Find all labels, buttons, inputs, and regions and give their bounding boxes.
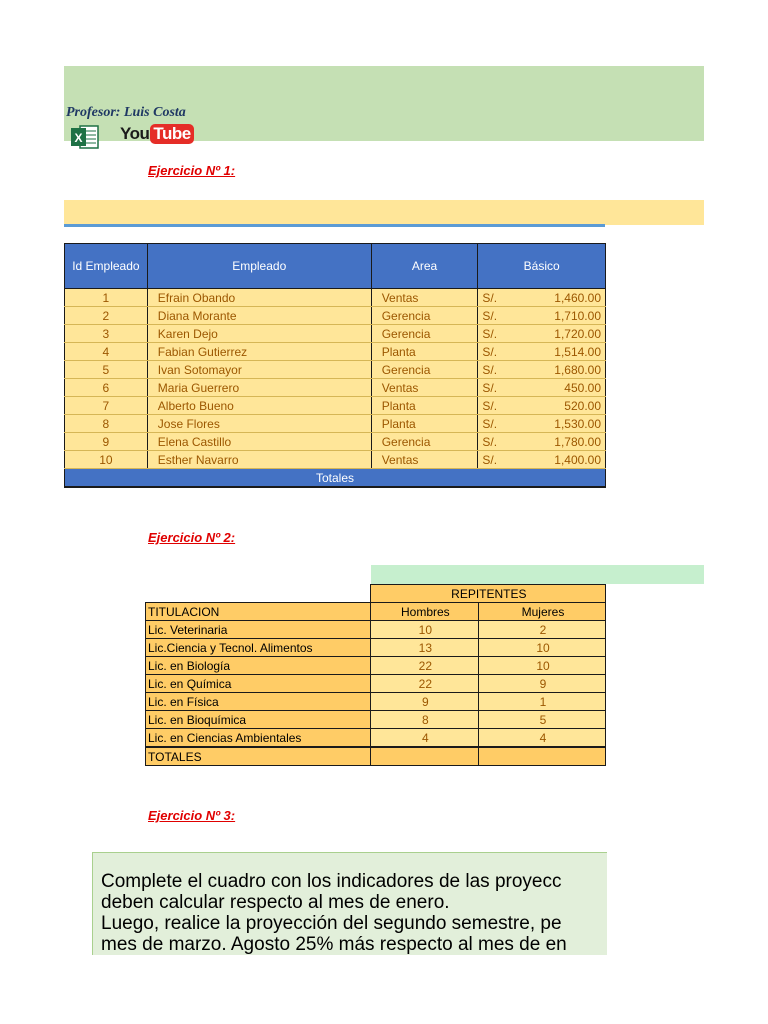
cell-employee: Efrain Obando xyxy=(147,289,371,307)
cell-id: 2 xyxy=(65,307,148,325)
cell-area: Planta xyxy=(371,343,478,361)
table-row xyxy=(65,433,606,451)
cell-id: 4 xyxy=(65,343,148,361)
exercise-3-text xyxy=(101,871,607,955)
table-row xyxy=(146,639,606,657)
cell-employee: Jose Flores xyxy=(147,415,371,433)
currency-symbol: S/. xyxy=(482,290,498,305)
cell-basic xyxy=(478,433,606,451)
cell-titulacion: Lic. Veterinaria xyxy=(146,621,371,639)
cell-mujeres: 2 xyxy=(478,621,605,639)
cell-titulacion: Lic. en Bioquímica xyxy=(146,711,371,729)
cell-employee: Karen Dejo xyxy=(147,325,371,343)
group-header: REPITENTES xyxy=(370,585,605,603)
exercise-3-box xyxy=(92,852,607,955)
cell-id: 9 xyxy=(65,433,148,451)
cell-employee: Fabian Gutierrez xyxy=(147,343,371,361)
cell-hombres: 22 xyxy=(370,675,478,693)
cell-id: 5 xyxy=(65,361,148,379)
exercise-3-line: Luego, realice la proyección del segundo semestre, pe xyxy=(101,913,562,934)
cell-titulacion: Lic.Ciencia y Tecnol. Alimentos xyxy=(146,639,371,657)
cell-area: Gerencia xyxy=(371,433,478,451)
blank-cell xyxy=(146,585,371,603)
excel-icon xyxy=(70,124,100,150)
currency-symbol: S/. xyxy=(482,398,498,413)
col-id: Id Empleado xyxy=(65,244,148,289)
cell-mujeres: 10 xyxy=(478,639,605,657)
currency-symbol: S/. xyxy=(482,434,498,449)
table-row xyxy=(146,675,606,693)
currency-symbol: S/. xyxy=(482,326,498,341)
excel-icon-letter: X xyxy=(74,131,83,145)
exercise-3-title: Ejercicio Nº 3: xyxy=(148,808,236,823)
currency-symbol: S/. xyxy=(482,362,498,377)
cell-titulacion: Lic. en Biología xyxy=(146,657,371,675)
table-row xyxy=(65,307,606,325)
total-mujeres xyxy=(478,747,605,766)
cell-mujeres: 9 xyxy=(478,675,605,693)
exercise-3-line: deben calcular respecto al mes de enero. xyxy=(101,892,450,913)
basic-value: 1,460.00 xyxy=(554,290,601,305)
cell-basic xyxy=(478,343,606,361)
table-row xyxy=(146,657,606,675)
basic-value: 1,514.00 xyxy=(554,344,601,359)
yellow-band xyxy=(64,200,704,225)
exercise-2-title: Ejercicio Nº 2: xyxy=(148,530,236,545)
cell-id: 7 xyxy=(65,397,148,415)
youtube-you: You xyxy=(120,124,150,143)
cell-basic xyxy=(478,397,606,415)
cell-employee: Ivan Sotomayor xyxy=(147,361,371,379)
currency-symbol: S/. xyxy=(482,380,498,395)
basic-value: 1,680.00 xyxy=(554,362,601,377)
basic-value: 1,530.00 xyxy=(554,416,601,431)
col-hombres: Hombres xyxy=(370,603,478,621)
exercise-1-title: Ejercicio Nº 1: xyxy=(148,163,236,178)
cell-basic xyxy=(478,415,606,433)
blue-divider xyxy=(64,224,605,227)
table-row xyxy=(146,621,606,639)
cell-area: Gerencia xyxy=(371,361,478,379)
table-row xyxy=(146,693,606,711)
table-row xyxy=(65,289,606,307)
cell-basic xyxy=(478,325,606,343)
basic-value: 1,720.00 xyxy=(554,326,601,341)
cell-employee: Elena Castillo xyxy=(147,433,371,451)
cell-hombres: 4 xyxy=(370,729,478,748)
cell-basic xyxy=(478,451,606,469)
cell-hombres: 8 xyxy=(370,711,478,729)
table-row xyxy=(65,415,606,433)
professor-name: Profesor: Luis Costa xyxy=(66,105,186,120)
exercise-3-line: mes de marzo. Agosto 25% más respecto al mes de en xyxy=(101,934,567,955)
repitentes-table xyxy=(145,584,606,766)
table-row xyxy=(65,343,606,361)
cell-area: Ventas xyxy=(371,289,478,307)
basic-value: 1,710.00 xyxy=(554,308,601,323)
table-row xyxy=(146,729,606,748)
cell-employee: Maria Guerrero xyxy=(147,379,371,397)
employee-table xyxy=(64,243,606,488)
cell-id: 10 xyxy=(65,451,148,469)
cell-hombres: 22 xyxy=(370,657,478,675)
basic-value: 1,780.00 xyxy=(554,434,601,449)
cell-area: Planta xyxy=(371,415,478,433)
currency-symbol: S/. xyxy=(482,452,498,467)
cell-mujeres: 4 xyxy=(478,729,605,748)
totals-row xyxy=(146,747,606,766)
totals-label: Totales xyxy=(65,469,606,488)
cell-basic xyxy=(478,361,606,379)
cell-hombres: 9 xyxy=(370,693,478,711)
cell-basic xyxy=(478,379,606,397)
cell-area: Gerencia xyxy=(371,325,478,343)
cell-titulacion: Lic. en Ciencias Ambientales xyxy=(146,729,371,748)
cell-area: Ventas xyxy=(371,379,478,397)
cell-area: Gerencia xyxy=(371,307,478,325)
col-empleado: Empleado xyxy=(147,244,371,289)
total-hombres xyxy=(370,747,478,766)
currency-symbol: S/. xyxy=(482,308,498,323)
col-titulacion: TITULACION xyxy=(146,603,371,621)
cell-hombres: 13 xyxy=(370,639,478,657)
basic-value: 520.00 xyxy=(564,398,601,413)
cell-employee: Esther Navarro xyxy=(147,451,371,469)
cell-id: 3 xyxy=(65,325,148,343)
table-row xyxy=(65,451,606,469)
youtube-tube: Tube xyxy=(150,124,193,144)
cell-employee: Diana Morante xyxy=(147,307,371,325)
currency-symbol: S/. xyxy=(482,416,498,431)
basic-value: 450.00 xyxy=(564,380,601,395)
cell-titulacion: Lic. en Química xyxy=(146,675,371,693)
cell-mujeres: 10 xyxy=(478,657,605,675)
col-basico: Básico xyxy=(478,244,606,289)
cell-id: 6 xyxy=(65,379,148,397)
cell-titulacion: Lic. en Física xyxy=(146,693,371,711)
cell-mujeres: 5 xyxy=(478,711,605,729)
cell-hombres: 10 xyxy=(370,621,478,639)
table-row xyxy=(146,711,606,729)
col-mujeres: Mujeres xyxy=(478,603,605,621)
cell-employee: Alberto Bueno xyxy=(147,397,371,415)
basic-value: 1,400.00 xyxy=(554,452,601,467)
cell-id: 1 xyxy=(65,289,148,307)
table-row xyxy=(65,361,606,379)
table-row xyxy=(65,325,606,343)
col-area: Area xyxy=(371,244,478,289)
cell-area: Ventas xyxy=(371,451,478,469)
cell-area: Planta xyxy=(371,397,478,415)
table-row xyxy=(65,379,606,397)
table-row xyxy=(65,397,606,415)
cell-mujeres: 1 xyxy=(478,693,605,711)
green-strip xyxy=(371,565,704,584)
exercise-3-line: Complete el cuadro con los indicadores de las proyecc xyxy=(101,871,562,892)
totals-row xyxy=(65,469,606,488)
currency-symbol: S/. xyxy=(482,344,498,359)
youtube-logo xyxy=(120,122,191,146)
cell-basic xyxy=(478,289,606,307)
totals-label: TOTALES xyxy=(146,747,371,766)
cell-basic xyxy=(478,307,606,325)
cell-id: 8 xyxy=(65,415,148,433)
